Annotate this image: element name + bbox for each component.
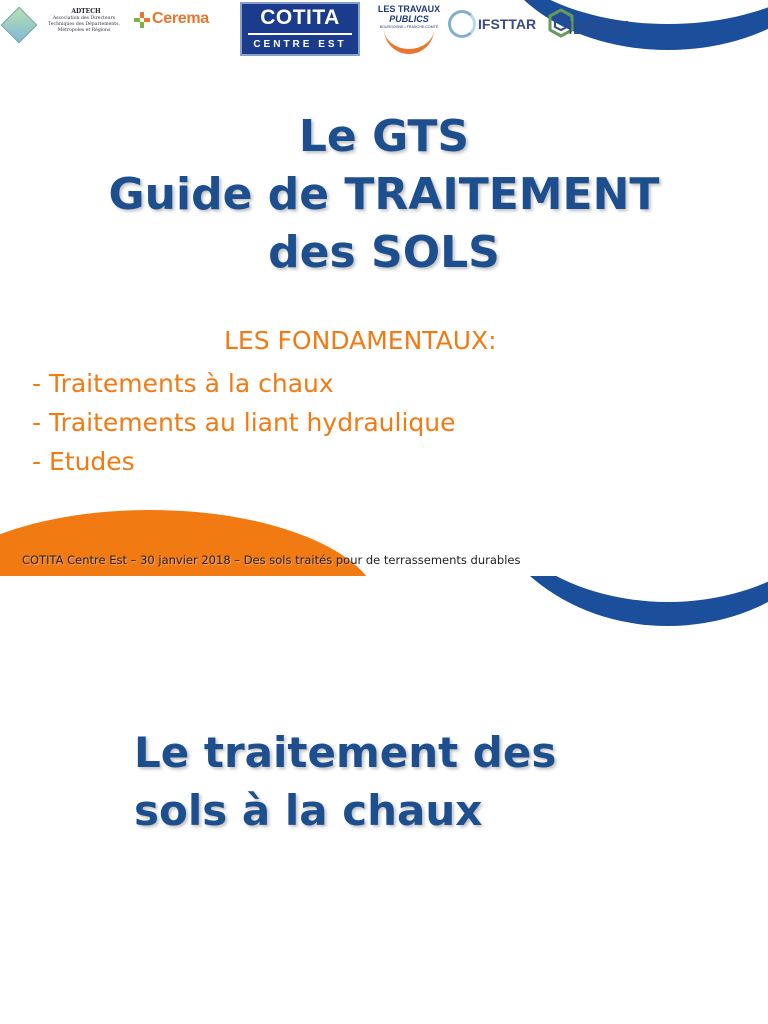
title-line: Le GTS — [298, 111, 470, 162]
travaux-publics-logo — [374, 4, 442, 54]
cerema-mark-icon — [134, 12, 150, 28]
ifsttar-logo — [448, 10, 544, 40]
adtech-name: ADTECH — [71, 8, 101, 15]
cerema-logo — [134, 10, 226, 32]
blue-corner-arc — [478, 576, 768, 626]
ifsttar-name: IFSTTAR — [478, 16, 537, 32]
cotita-logo — [240, 2, 360, 56]
cotita-name: COTITA — [260, 6, 340, 29]
adtech-subtitle-line: Techniques des Départements, — [48, 22, 120, 27]
slide-2 — [0, 576, 768, 1024]
title-line: des SOLS — [268, 227, 500, 278]
partner-logos — [0, 0, 640, 58]
travaux-publics-line1: LES TRAVAUX — [377, 4, 441, 14]
adtech-logo — [4, 4, 126, 46]
title-line: Le traitement des — [134, 728, 557, 777]
travaux-publics-arc-icon — [384, 28, 434, 54]
title-line: Guide de TRAITEMENT — [108, 169, 660, 220]
title-line: sols à la chaux — [134, 786, 483, 835]
travaux-publics-line2: PUBLICS — [389, 14, 429, 24]
ifsttar-swirl-icon — [448, 10, 476, 38]
idrrim-logo — [548, 8, 634, 44]
list-item: - Traitements au liant hydraulique — [32, 408, 456, 437]
idrrim-name: IDRRIM — [568, 18, 629, 38]
adtech-subtitle-line: Association des Directeurs — [52, 16, 116, 21]
cerema-name: Cerema — [152, 10, 209, 27]
slide-title — [0, 108, 768, 282]
list-item: - Etudes — [32, 447, 135, 476]
topics-list — [32, 364, 456, 481]
adtech-subtitle-line: Métropoles et Régions — [57, 28, 111, 33]
slide-title — [134, 724, 556, 840]
cotita-arrow-icon — [248, 33, 352, 35]
cotita-subtitle: CENTRE EST — [253, 39, 347, 50]
adtech-subtitle — [42, 16, 126, 34]
travaux-publics-line3: BOURGOGNE • FRANCHE-COMTÉ — [379, 25, 439, 29]
slide-footer: COTITA Centre Est – 30 janvier 2018 – Des sols traités pour de terrassements durables — [22, 553, 521, 567]
fondamentaux-heading: LES FONDAMENTAUX: — [224, 326, 497, 355]
adtech-diamond-icon — [1, 7, 38, 44]
list-item: - Traitements à la chaux — [32, 369, 334, 398]
